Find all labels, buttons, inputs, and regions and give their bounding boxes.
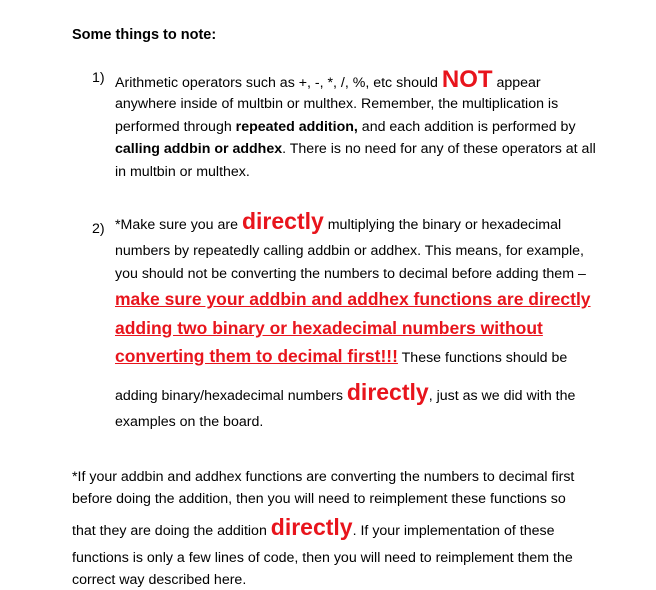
footer-line-4: functions is only a few lines of code, then you will need to reimplement them the — [72, 550, 573, 566]
warning-line-2: adding two binary or hexadecimal numbers without — [115, 318, 543, 338]
note-1-number: 1) — [92, 70, 105, 86]
note-1-line-2: anywhere inside of multbin or multhex. Remember, the multiplication is — [115, 96, 559, 112]
note-1-line-3: performed through repeated addition, and each addition is performed by — [115, 119, 576, 135]
note-2-line-7: adding binary/hexadecimal numbers directly, just as we did with the — [115, 379, 576, 405]
note-2-line-1: *Make sure you are directly multiplying the binary or hexadecimal — [115, 208, 562, 234]
note-2-line-3: you should not be converting the numbers to decimal before adding them – — [115, 266, 586, 282]
footer-line-5: correct way described here. — [72, 572, 247, 588]
note-2-line-6: converting them to decimal first!!! These functions should be — [115, 346, 568, 366]
note-1-line-1: Arithmetic operators such as +, -, *, /, %, etc should NOT appear — [115, 66, 541, 93]
section-heading: Some things to note: — [72, 27, 217, 43]
footer-line-2: before doing the addition, then you will need to reimplement these functions so — [72, 491, 566, 507]
note-2-line-2: numbers by repeatedly calling addbin or addhex. This means, for example, — [115, 243, 584, 259]
footer-line-3: that they are doing the addition directly. If your implementation of these — [72, 514, 555, 540]
warning-line-3: converting them to decimal first!!! — [115, 346, 398, 366]
footer-line-1: *If your addbin and addhex functions are converting the numbers to decimal first — [72, 469, 575, 485]
note-2-line-8: examples on the board. — [115, 414, 264, 430]
note-1-line-4: calling addbin or addhex. There is no need for any of these operators at all — [115, 141, 596, 157]
emphasis-directly: directly — [270, 514, 353, 540]
warning-line-1: make sure your addbin and addhex functions are directly — [115, 289, 591, 309]
emphasis-not: NOT — [441, 66, 493, 93]
emphasis-directly: directly — [346, 379, 429, 405]
emphasis-directly: directly — [241, 208, 324, 234]
note-1-line-5: in multbin or multhex. — [115, 164, 250, 180]
note-2-number: 2) — [92, 221, 105, 237]
